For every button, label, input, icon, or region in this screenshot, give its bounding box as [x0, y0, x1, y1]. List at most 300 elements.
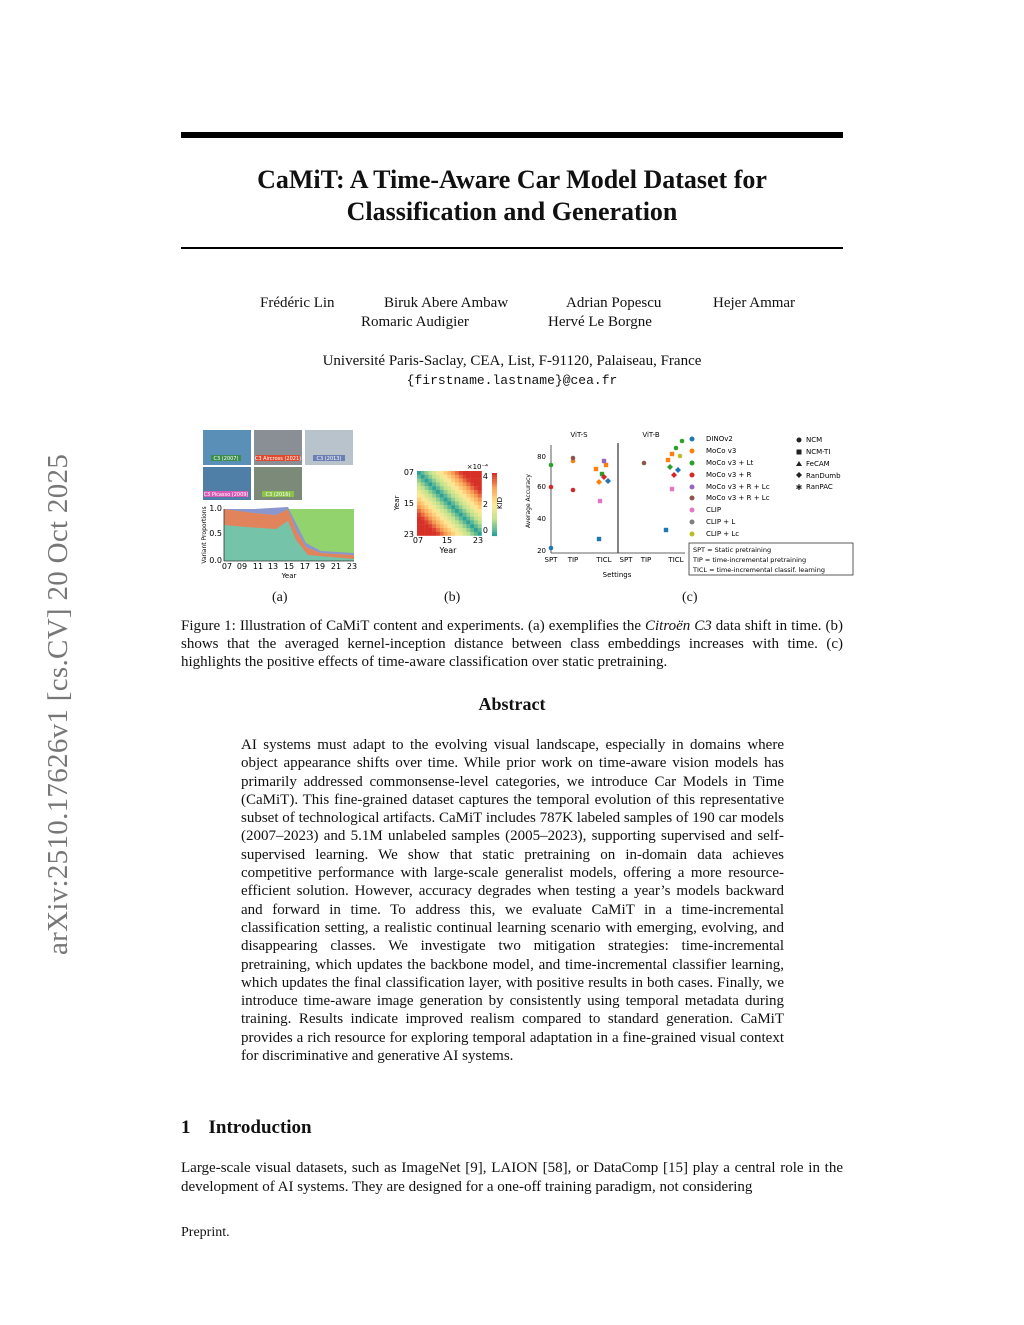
section-heading: [181, 1117, 312, 1139]
heatmap-cell: [436, 520, 440, 524]
heatmap-cell: [425, 486, 429, 490]
heatmap-cell: [440, 524, 444, 528]
heatmap-cell: [436, 505, 440, 509]
colorbar-segment: [492, 477, 497, 479]
heatmap-cell: [466, 498, 470, 502]
legend-entry: NCM-TI: [806, 448, 831, 456]
colorbar-tick: 2: [482, 500, 488, 509]
heatmap-cell: [417, 513, 421, 517]
legend-marker: [796, 461, 802, 466]
scatter-point: [605, 478, 611, 484]
legend-marker: [690, 520, 695, 525]
y-tick: 0.0: [209, 556, 222, 565]
scatter-point: [549, 485, 554, 490]
author-name: Biruk Abere Ambaw: [384, 295, 509, 311]
heatmap-cell: [463, 528, 467, 532]
heatmap-cell: [447, 517, 451, 521]
heatmap-cell: [444, 528, 448, 532]
heatmap-cell: [451, 479, 455, 483]
legend-marker: [796, 472, 802, 478]
heatmap-cell: [440, 528, 444, 532]
scatter-point: [598, 499, 602, 503]
heatmap-cell: [451, 471, 455, 475]
x-tick: SPT: [544, 556, 558, 564]
heatmap-cell: [428, 486, 432, 490]
y-tick: 20: [537, 547, 546, 555]
heatmap-cell: [444, 494, 448, 498]
legend-entry: MoCo v3 + R: [706, 471, 752, 479]
heatmap-cell: [436, 513, 440, 517]
y-axis-label: Year: [393, 495, 401, 511]
heatmap-cell: [455, 494, 459, 498]
heatmap-cell: [463, 471, 467, 475]
heatmap-cell: [463, 498, 467, 502]
heatmap-cell: [436, 517, 440, 521]
heatmap-cell: [444, 482, 448, 486]
heatmap-cell: [451, 501, 455, 505]
abstract-heading: Abstract: [478, 694, 546, 714]
heatmap-cell: [417, 528, 421, 532]
heatmap-cell: [421, 479, 425, 483]
photo-tag: C3 (2016): [265, 492, 291, 498]
heatmap-cell: [425, 532, 429, 536]
heatmap-cell: [432, 475, 436, 479]
heatmap-cell: [478, 505, 482, 509]
scatter-point: [670, 487, 674, 491]
heatmap-cell: [436, 486, 440, 490]
panel-b-label: (b): [444, 590, 461, 605]
scatter-point: [680, 439, 685, 444]
heatmap-cell: [425, 528, 429, 532]
heatmap-cell: [417, 479, 421, 483]
legend-entry: MoCo v3 + Lt: [706, 459, 754, 467]
heatmap-cell: [466, 509, 470, 513]
heatmap-cell: [455, 509, 459, 513]
x-tick: 13: [267, 562, 279, 571]
heatmap-cell: [428, 479, 432, 483]
x-tick: 11: [252, 562, 264, 571]
scatter-point: [596, 479, 602, 485]
x-axis-label: Year: [439, 546, 457, 555]
settings-legend-entry: SPT = Static pretraining: [693, 546, 772, 554]
panel-c-label: (c): [682, 590, 698, 605]
colorbar-exponent: ×10⁻⁴: [466, 463, 488, 471]
heatmap-cell: [447, 509, 451, 513]
heatmap-cell: [432, 528, 436, 532]
heatmap-cell: [447, 486, 451, 490]
heatmap-cell: [417, 475, 421, 479]
heatmap-cell: [444, 479, 448, 483]
heatmap-cell: [447, 498, 451, 502]
colorbar-segment: [492, 475, 497, 477]
legend-marker: [690, 485, 695, 490]
panel-c-scatter: [525, 431, 853, 579]
heatmap-cell: [440, 494, 444, 498]
scatter-point: [670, 452, 674, 456]
footer-note: Preprint.: [181, 1225, 230, 1240]
heatmap-cell: [447, 482, 451, 486]
heatmap-cell: [451, 524, 455, 528]
heatmap-cell: [466, 475, 470, 479]
legend-entry: CLIP + L: [706, 518, 736, 526]
heatmap-cell: [425, 494, 429, 498]
legend-entry: FeCAM: [806, 460, 830, 468]
heatmap-cell: [470, 520, 474, 524]
scatter-point: [642, 461, 647, 466]
heatmap-cell: [459, 490, 463, 494]
heatmap-cell: [466, 494, 470, 498]
x-tick: 17: [299, 562, 311, 571]
settings-legend-entry: TIP = time-incremental pretraining: [693, 556, 807, 564]
colorbar-segment: [492, 515, 497, 517]
heatmap-cell: [428, 505, 432, 509]
heatmap-cell: [474, 482, 478, 486]
heatmap-cell: [466, 482, 470, 486]
heatmap-cell: [432, 490, 436, 494]
scatter-point: [671, 472, 677, 478]
heatmap-cell: [440, 513, 444, 517]
legend-entry: DINOv2: [706, 435, 733, 443]
legend-marker: [690, 437, 695, 442]
heatmap-cell: [478, 490, 482, 494]
colorbar-label: KID: [496, 496, 504, 510]
heatmap-cell: [474, 498, 478, 502]
heatmap-cell: [444, 505, 448, 509]
heatmap-cell: [444, 475, 448, 479]
heatmap-cell: [425, 509, 429, 513]
heatmap-cell: [447, 479, 451, 483]
heatmap-cell: [466, 517, 470, 521]
heatmap-cell: [466, 471, 470, 475]
heatmap-cell: [432, 517, 436, 521]
section-title: Introduction: [208, 1117, 312, 1138]
heatmap-cell: [425, 490, 429, 494]
heatmap-cell: [470, 513, 474, 517]
caption-rest: data shift in time. (b) shows that the averaged kernel-inception distance between class embeddings increases with time. (c) highlights the positive effects of time-aware classification over static pretraining.: [181, 618, 843, 670]
heatmap-cell: [459, 505, 463, 509]
heatmap-cell: [436, 528, 440, 532]
heatmap-cell: [466, 490, 470, 494]
panel-a-area-chart: [201, 504, 357, 580]
x-tick: TICL: [596, 556, 612, 564]
heatmap-cell: [478, 501, 482, 505]
heatmap-cell: [459, 486, 463, 490]
heatmap-cell: [417, 486, 421, 490]
heatmap-cell: [451, 520, 455, 524]
heatmap-cell: [436, 475, 440, 479]
x-tick: 23: [472, 536, 484, 545]
affiliation-block: [181, 352, 843, 390]
heatmap-cell: [470, 517, 474, 521]
author-name: Hervé Le Borgne: [548, 314, 652, 330]
heatmap-cell: [455, 524, 459, 528]
heatmap-cell: [463, 524, 467, 528]
colorbar-segment: [492, 490, 497, 492]
y-tick: 0.5: [209, 529, 222, 538]
heatmap-cell: [417, 509, 421, 513]
heatmap-cell: [428, 509, 432, 513]
heatmap-cell: [463, 501, 467, 505]
heatmap-cell: [459, 471, 463, 475]
heatmap-cell: [447, 475, 451, 479]
heatmap-cell: [463, 494, 467, 498]
heatmap-cell: [421, 520, 425, 524]
heatmap-cell: [451, 494, 455, 498]
colorbar-segment: [492, 526, 497, 528]
heatmap-cell: [474, 528, 478, 532]
heatmap-cell: [466, 528, 470, 532]
y-axis-label: Average Accuracy: [525, 474, 532, 528]
heatmap-cell: [432, 520, 436, 524]
heatmap-cell: [463, 482, 467, 486]
heatmap-cell: [459, 532, 463, 536]
legend-marker: [690, 461, 695, 466]
heatmap-cell: [444, 517, 448, 521]
heatmap-cell: [451, 482, 455, 486]
heatmap-cell: [436, 494, 440, 498]
heatmap-cell: [432, 498, 436, 502]
heatmap-cell: [470, 501, 474, 505]
heatmap-cell: [440, 501, 444, 505]
y-tick: 15: [403, 499, 414, 508]
heatmap-cell: [440, 479, 444, 483]
legend-entry: MoCo v3: [706, 447, 737, 455]
heatmap-cell: [455, 501, 459, 505]
heatmap-cell: [455, 528, 459, 532]
heatmap-cell: [432, 532, 436, 536]
heatmap-cell: [436, 498, 440, 502]
heatmap-cell: [451, 528, 455, 532]
heatmap-cell: [455, 471, 459, 475]
legend-entry: CLIP + Lc: [706, 530, 740, 538]
heatmap-cell: [428, 471, 432, 475]
heatmap-cell: [417, 498, 421, 502]
scatter-point: [571, 456, 576, 461]
colorbar-segment: [492, 494, 497, 496]
arxiv-identifier: arXiv:2510.17626v1 [cs.CV] 20 Oct 2025: [42, 453, 74, 955]
figure-1: [196, 425, 860, 585]
scatter-point: [594, 467, 598, 471]
heatmap-cell: [432, 509, 436, 513]
heatmap-cell: [425, 524, 429, 528]
heatmap-cell: [455, 490, 459, 494]
heatmap-cell: [463, 479, 467, 483]
subplot-title: ViT-S: [570, 431, 588, 439]
heatmap-cell: [444, 524, 448, 528]
heatmap-cell: [459, 520, 463, 524]
heatmap-cell: [451, 513, 455, 517]
heatmap-cell: [459, 509, 463, 513]
heatmap-cell: [478, 528, 482, 532]
heatmap-cell: [459, 501, 463, 505]
heatmap-cell: [447, 520, 451, 524]
heatmap-cell: [421, 524, 425, 528]
heatmap-cell: [455, 486, 459, 490]
scatter-point: [549, 546, 554, 551]
heatmap-cell: [444, 509, 448, 513]
x-tick: 23: [346, 562, 358, 571]
legend-entry: NCM: [806, 436, 823, 444]
heatmap-cell: [447, 524, 451, 528]
heatmap-cell: [451, 498, 455, 502]
heatmap-cell: [463, 520, 467, 524]
heatmap-cell: [451, 486, 455, 490]
heatmap-cell: [463, 490, 467, 494]
heatmap-cell: [470, 486, 474, 490]
author-name: Adrian Popescu: [566, 295, 662, 311]
scatter-point: [674, 446, 679, 451]
heatmap-cell: [466, 524, 470, 528]
heatmap-cell: [425, 505, 429, 509]
heatmap-cell: [455, 520, 459, 524]
heatmap-cell: [478, 509, 482, 513]
legend-entry: MoCo v3 + R + Lc: [706, 483, 770, 491]
panel-a-photos: [203, 430, 353, 500]
heatmap-cell: [466, 479, 470, 483]
colorbar-segment: [492, 479, 497, 481]
colorbar-segment: [492, 481, 497, 483]
scatter-point: [597, 537, 601, 541]
author-name: Hejer Ammar: [713, 295, 796, 311]
heatmap-cell: [470, 524, 474, 528]
title-line-1: CaMiT: A Time-Aware Car Model Dataset for: [257, 165, 767, 194]
colorbar-segment: [492, 534, 497, 536]
heatmap-cell: [421, 509, 425, 513]
heatmap-cell: [428, 501, 432, 505]
panel-b-heatmap: [393, 463, 504, 555]
heatmap-cell: [474, 475, 478, 479]
heatmap-cell: [455, 482, 459, 486]
heatmap-cell: [440, 471, 444, 475]
heatmap-cell: [474, 501, 478, 505]
y-tick: 60: [537, 483, 546, 491]
heatmap-cell: [474, 524, 478, 528]
heatmap-cell: [436, 501, 440, 505]
author-name: Romaric Audigier: [361, 314, 469, 330]
heatmap-cell: [474, 471, 478, 475]
heatmap-cell: [440, 520, 444, 524]
heatmap-cell: [447, 513, 451, 517]
heatmap-cell: [440, 509, 444, 513]
heatmap-cell: [432, 501, 436, 505]
x-axis-label: Settings: [602, 571, 632, 579]
heatmap-cell: [432, 524, 436, 528]
abstract-body: AI systems must adapt to the evolving visual landscape, especially in domains where object appearance shifts over time. While prior work on time-aware vision models has primarily addressed commonsense-level categories, we introduce Car Models in Time (CaMiT). This fine-grained dataset captures the temporal evolution of this representative subset of technological artifacts. CaMiT includes 787K labeled samples of 190 car models (2007–2023) and 5.1M unlabeled samples (2005–2023), supporting supervised and self-supervised learning. We show that static pretraining on in-domain data achieves competitive performance with large-scale generalist models, offering a more resource-efficient solution. However, accuracy degrades when testing a year’s models backward and forward in time. To address this, we evaluate CaMiT in a time-incremental classification setting, a realistic continual learning scenario with emerging, evolving, and disappearing classes. We investigate two mitigation strategies: time-incremental pretraining, which updates the backbone model, and time-incremental classifier learning, which updates the final classification layer, with positive results in both cases. Finally, we introduce time-aware image generation by consistently using temporal metadata during training. Results indicate improved realism compared to standard generation. CaMiT provides a rich resource for exploring temporal adaptation in a fine-grained visual context for discriminative and generative AI systems.: [241, 737, 784, 1065]
scatter-point: [675, 467, 681, 473]
legend-marker: [690, 496, 695, 501]
heatmap-cell: [425, 501, 429, 505]
heatmap-cell: [444, 501, 448, 505]
heatmap-cell: [478, 471, 482, 475]
heatmap-cell: [421, 513, 425, 517]
heatmap-cell: [425, 513, 429, 517]
heatmap-cell: [447, 494, 451, 498]
heatmap-cell: [463, 532, 467, 536]
heatmap-cell: [421, 528, 425, 532]
heatmap-cell: [474, 505, 478, 509]
heatmap-cell: [451, 517, 455, 521]
heatmap-cell: [459, 528, 463, 532]
heatmap-cell: [463, 517, 467, 521]
heatmap-cell: [432, 471, 436, 475]
x-tick: SPT: [619, 556, 633, 564]
x-tick: 15: [283, 562, 295, 571]
heatmap-cell: [440, 486, 444, 490]
author-name: Frédéric Lin: [260, 295, 335, 311]
heatmap-cell: [478, 475, 482, 479]
subplot-title: ViT-B: [642, 431, 660, 439]
heatmap-cell: [451, 509, 455, 513]
heatmap-cell: [417, 471, 421, 475]
colorbar-segment: [492, 484, 497, 486]
heatmap-cell: [436, 524, 440, 528]
colorbar-segment: [492, 513, 497, 515]
scatter-point: [602, 459, 606, 463]
heatmap-cell: [474, 517, 478, 521]
heatmap-cell: [444, 490, 448, 494]
x-tick: 07: [412, 536, 424, 545]
photo-tag: C3 (2007): [213, 456, 239, 462]
y-tick: 80: [537, 453, 546, 461]
heatmap-cell: [470, 471, 474, 475]
heatmap-cell: [466, 501, 470, 505]
heatmap-cell: [425, 471, 429, 475]
heatmap-cell: [440, 490, 444, 494]
heatmap-cell: [459, 494, 463, 498]
y-tick: 23: [403, 530, 414, 539]
x-tick: TIP: [567, 556, 579, 564]
legend-marker: [690, 532, 695, 537]
heatmap-cell: [428, 490, 432, 494]
panel-a-label: (a): [272, 590, 288, 605]
heatmap-cell: [432, 486, 436, 490]
heatmap-cell: [417, 505, 421, 509]
heatmap-cell: [425, 498, 429, 502]
photo-tag: C3 (2013): [316, 456, 342, 462]
heatmap-cell: [428, 524, 432, 528]
colorbar-tick: 0: [482, 526, 488, 535]
heatmap-cell: [470, 498, 474, 502]
heatmap-cell: [466, 486, 470, 490]
heatmap-cell: [463, 486, 467, 490]
intro-paragraph: Large-scale visual datasets, such as ImageNet [9], LAION [58], or DataComp [15] play a central role in the development of AI systems. They are designed for a one-off training paradigm, not considering: [181, 1160, 843, 1195]
heatmap-cell: [459, 524, 463, 528]
y-tick: 07: [403, 468, 414, 477]
heatmap-cell: [425, 475, 429, 479]
heatmap-cell: [428, 532, 432, 536]
scatter-point: [666, 458, 670, 462]
heatmap-cell: [470, 475, 474, 479]
heatmap-cell: [436, 532, 440, 536]
heatmap-cell: [421, 475, 425, 479]
heatmap-cell: [474, 520, 478, 524]
heatmap-cell: [432, 513, 436, 517]
heatmap-cell: [440, 498, 444, 502]
heatmap-cell: [478, 498, 482, 502]
heatmap-cell: [478, 494, 482, 498]
heatmap-cell: [451, 490, 455, 494]
heatmap-cell: [432, 479, 436, 483]
title-line-2: Classification and Generation: [346, 197, 678, 226]
heatmap-cell: [455, 513, 459, 517]
colorbar-segment: [492, 532, 497, 534]
heatmap-cell: [459, 498, 463, 502]
x-tick: TICL: [668, 556, 684, 564]
heatmap-cell: [444, 513, 448, 517]
x-axis-label: Year: [281, 572, 297, 580]
heatmap-cell: [470, 490, 474, 494]
figure-caption: [181, 617, 843, 671]
